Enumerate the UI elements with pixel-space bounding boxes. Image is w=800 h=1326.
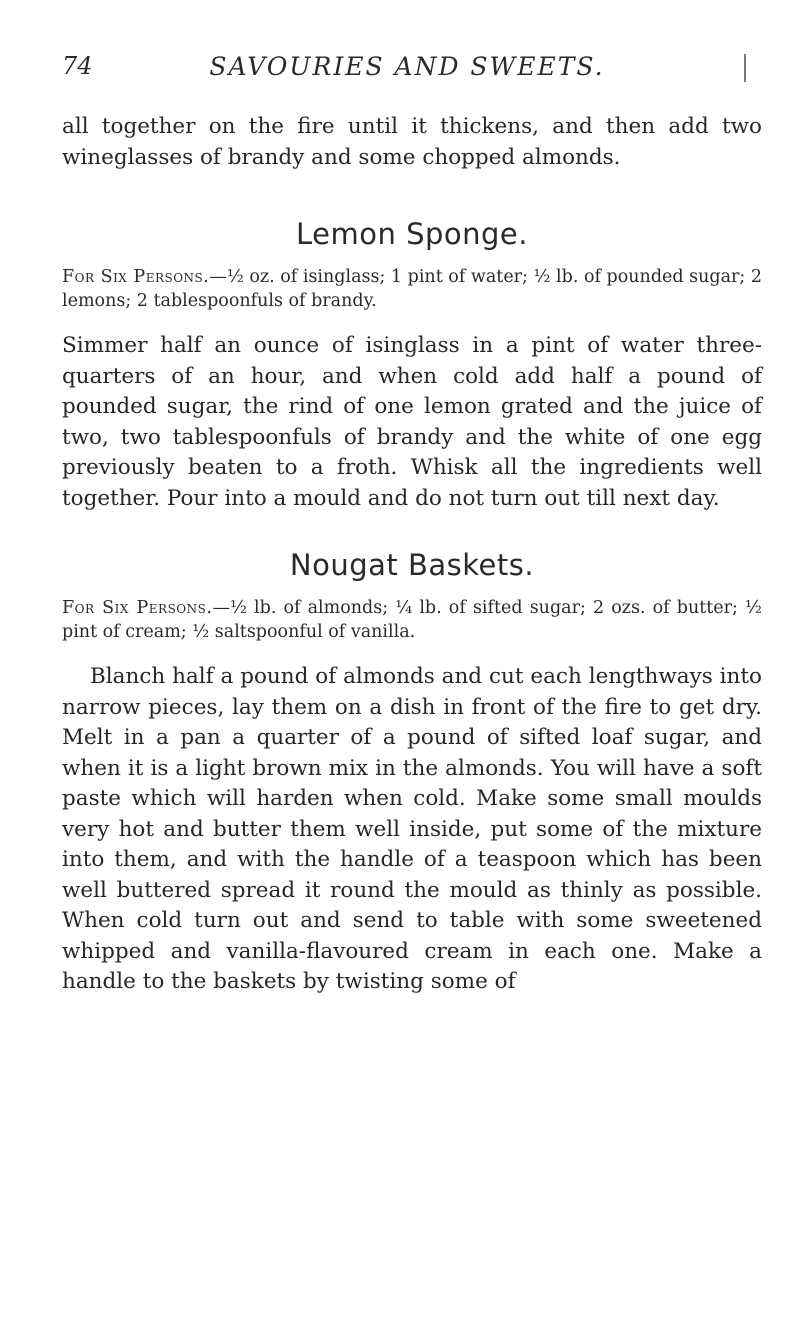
page-content [62,112,762,998]
ingredients-lead: For Six Persons. [62,267,210,287]
page-edge-mark [744,54,746,82]
running-title: SAVOURIES AND SWEETS. [209,52,605,81]
recipe-ingredients [62,596,762,644]
recipe-lemon-sponge [62,217,762,514]
ingredients-lead: For Six Persons. [62,598,213,618]
recipe-title: Nougat Baskets. [289,548,535,582]
page-number: 74 [62,52,93,80]
ingredients-text: —½ oz. of isinglass; 1 pint of water; ½ lb. of pounded sugar; 2 lemons; 2 tablespoonfuls of brandy. [62,267,763,311]
recipe-ingredients [62,265,762,313]
intro-paragraph: all together on the fire until it thickens, and then add two wineglasses of brandy and some chopped almonds. [62,114,762,170]
recipe-method: Blanch half a pound of almonds and cut each lengthways into narrow pieces, lay them on a dish in front of the fire to get dry. Melt in a pan a quarter of a pound of sifted loaf sugar, and when it is a light brown mix in the almonds. You will have a soft paste which will harden when cold. Make some small moulds very hot and butter them well inside, put some of the mixture into them, and with the handle of a teaspoon which has been well buttered spread it round the mould as thinly as possible. When cold turn out and send to table with some sweetened whipped and vanilla-flavoured cream in each one. Make a handle to the baskets by twisting some of [62,664,762,994]
recipe-title: Lemon Sponge. [296,217,528,251]
page-header [62,52,752,92]
recipe-nougat-baskets [62,548,762,998]
ingredients-text: —½ lb. of almonds; ¼ lb. of sifted sugar; 2 ozs. of butter; ½ pint of cream; ½ saltspoonful of vanilla. [62,598,762,642]
recipe-method: Simmer half an ounce of isinglass in a pint of water three-quarters of an hour, and when cold add half a pound of pounded sugar, the rind of one lemon grated and the juice of two, two tablespoonfuls of brandy and the white of one egg previously beaten to a froth. Whisk all the ingredients well together. Pour into a mould and do not turn out till next day. [62,333,762,511]
